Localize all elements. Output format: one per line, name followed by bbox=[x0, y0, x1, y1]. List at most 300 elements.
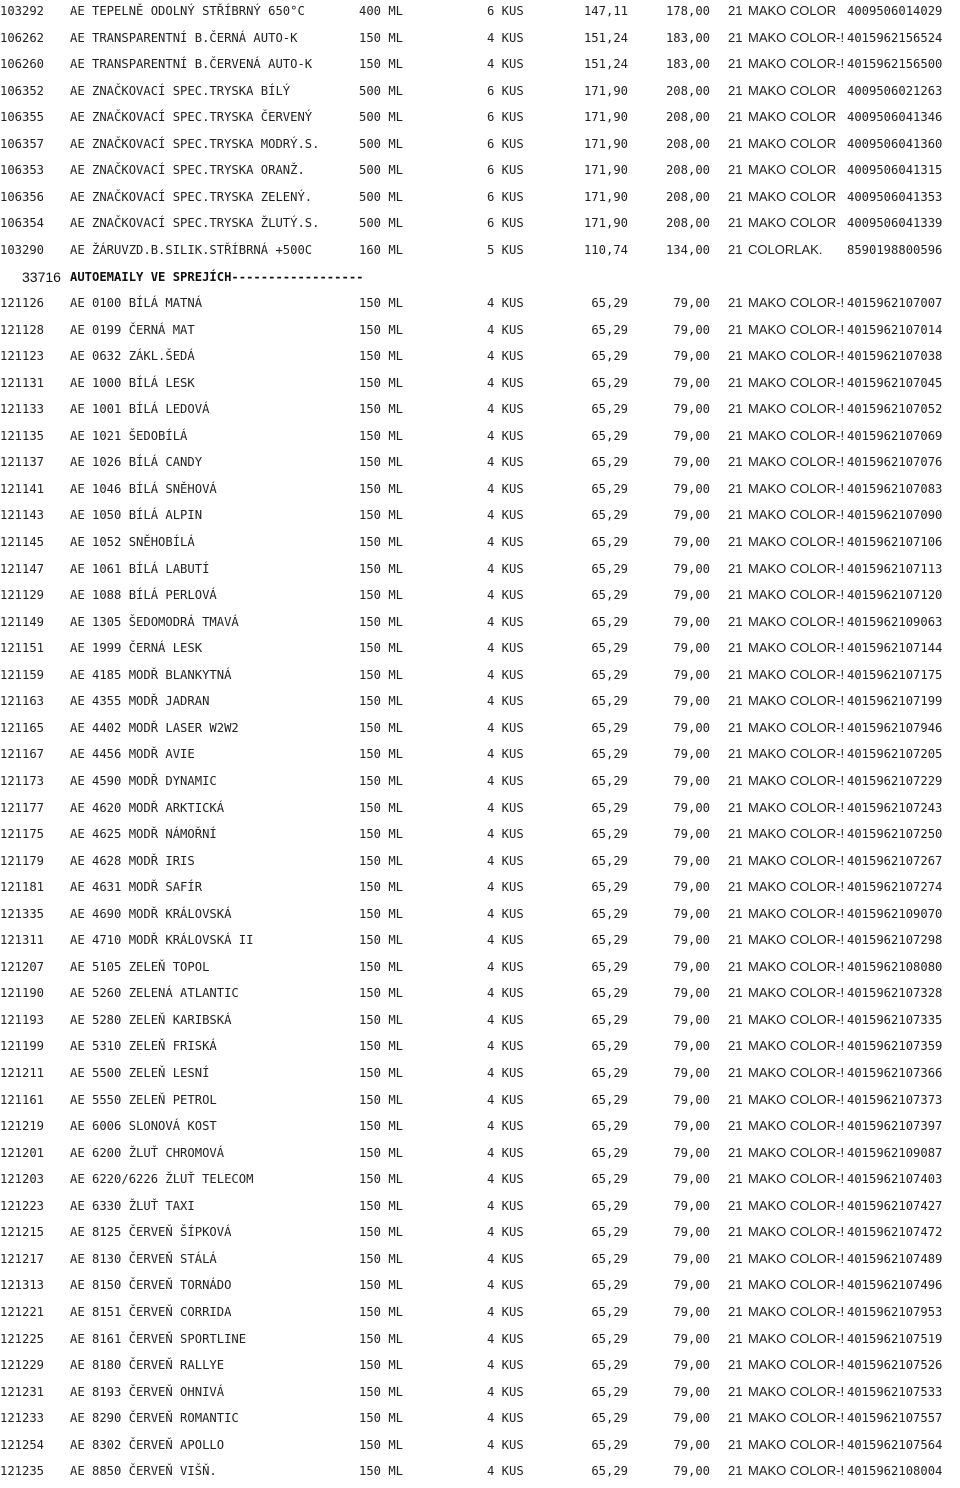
vat-rate: 21 bbox=[728, 295, 743, 311]
price-without-vat: 151,24 bbox=[583, 57, 628, 72]
product-volume: 150 ML bbox=[359, 880, 404, 895]
price-with-vat: 79,00 bbox=[673, 720, 710, 735]
package-quantity: 4 KUS bbox=[487, 827, 524, 842]
ean-code: 4015962107335 bbox=[847, 1012, 943, 1027]
vat-rate: 21 bbox=[728, 534, 743, 549]
product-code: 121211 bbox=[0, 1066, 45, 1080]
price-without-vat: 65,29 bbox=[591, 986, 628, 1001]
table-row bbox=[0, 744, 960, 771]
package-quantity: 6 KUS bbox=[487, 136, 524, 151]
price-without-vat: 65,29 bbox=[591, 508, 628, 523]
product-code: 106262 bbox=[0, 30, 45, 45]
price-without-vat: 171,90 bbox=[583, 136, 628, 151]
package-quantity: 4 KUS bbox=[487, 455, 524, 470]
package-quantity: 4 KUS bbox=[487, 773, 524, 788]
table-row bbox=[0, 824, 960, 851]
table-row bbox=[0, 293, 960, 320]
price-without-vat: 65,29 bbox=[591, 1172, 628, 1187]
brand-name: MAKO COLOR-! bbox=[748, 693, 845, 709]
brand-name: MAKO COLOR-! bbox=[748, 560, 845, 576]
vat-rate: 21 bbox=[728, 1436, 743, 1452]
brand-name: MAKO COLOR-! bbox=[748, 1118, 845, 1134]
table-row bbox=[0, 213, 960, 240]
price-without-vat: 65,29 bbox=[591, 402, 628, 417]
table-row bbox=[0, 1435, 960, 1462]
product-volume: 150 ML bbox=[359, 30, 404, 45]
price-without-vat: 65,29 bbox=[591, 375, 628, 390]
product-name: AE ZNAČKOVACÍ SPEC.TRYSKA ORANŽ. bbox=[70, 163, 305, 178]
product-name: AE 5260 ZELENÁ ATLANTIC bbox=[70, 986, 239, 1001]
package-quantity: 4 KUS bbox=[487, 296, 524, 311]
price-without-vat: 65,29 bbox=[591, 1066, 628, 1080]
product-volume: 150 ML bbox=[359, 1012, 404, 1027]
ean-code: 4009506041315 bbox=[847, 163, 943, 178]
table-row bbox=[0, 1222, 960, 1249]
table-row bbox=[0, 107, 960, 134]
product-volume: 150 ML bbox=[359, 614, 404, 629]
product-name: AE 8850 ČERVEŇ VIŠŇ. bbox=[70, 1464, 217, 1479]
product-volume: 150 ML bbox=[359, 428, 404, 443]
brand-name: MAKO COLOR-! bbox=[748, 799, 845, 815]
ean-code: 4015962107328 bbox=[847, 986, 943, 1001]
price-without-vat: 65,29 bbox=[591, 1331, 628, 1346]
price-with-vat: 79,00 bbox=[673, 906, 710, 921]
brand-name: MAKO COLOR-! bbox=[748, 1011, 845, 1027]
product-code: 121128 bbox=[0, 322, 45, 337]
package-quantity: 4 KUS bbox=[487, 880, 524, 895]
ean-code: 4015962156524 bbox=[847, 30, 943, 45]
vat-rate: 21 bbox=[728, 1224, 743, 1240]
product-name: AE TRANSPARENTNÍ B.ČERNÁ AUTO-K bbox=[70, 30, 298, 45]
product-code: 121190 bbox=[0, 986, 45, 1001]
product-volume: 150 ML bbox=[359, 1145, 404, 1160]
product-name: AE 1000 BÍLÁ LESK bbox=[70, 375, 195, 390]
table-row bbox=[0, 1461, 960, 1488]
product-name: AE 5310 ZELEŇ FRISKÁ bbox=[70, 1039, 217, 1054]
price-with-vat: 79,00 bbox=[673, 1066, 710, 1080]
ean-code: 4015962107243 bbox=[847, 800, 943, 815]
product-name: AE 5280 ZELEŇ KARIBSKÁ bbox=[70, 1012, 232, 1027]
table-row bbox=[0, 930, 960, 957]
table-row bbox=[0, 1408, 960, 1435]
vat-rate: 21 bbox=[728, 1171, 743, 1187]
product-volume: 150 ML bbox=[359, 720, 404, 735]
package-quantity: 4 KUS bbox=[487, 1358, 524, 1373]
price-without-vat: 110,74 bbox=[583, 242, 628, 257]
table-row bbox=[0, 1116, 960, 1143]
price-without-vat: 65,29 bbox=[591, 667, 628, 682]
product-volume: 150 ML bbox=[359, 1198, 404, 1213]
section-title: AUTOEMAILY VE SPREJÍCH------------------ bbox=[70, 269, 364, 284]
table-row bbox=[0, 1355, 960, 1382]
product-code: 121219 bbox=[0, 1119, 45, 1134]
price-without-vat: 65,29 bbox=[591, 1092, 628, 1107]
product-volume: 150 ML bbox=[359, 906, 404, 921]
ean-code: 4015962108004 bbox=[847, 1464, 943, 1479]
brand-name: MAKO COLOR-! bbox=[748, 958, 845, 974]
price-with-vat: 208,00 bbox=[665, 136, 710, 151]
package-quantity: 4 KUS bbox=[487, 1092, 524, 1107]
ean-code: 4015962107427 bbox=[847, 1198, 943, 1213]
table-row bbox=[0, 346, 960, 373]
table-row bbox=[0, 28, 960, 55]
price-with-vat: 79,00 bbox=[673, 1119, 710, 1134]
vat-rate: 21 bbox=[728, 3, 743, 18]
brand-name: MAKO COLOR-! bbox=[748, 1463, 845, 1479]
product-code: 106355 bbox=[0, 110, 45, 125]
price-without-vat: 65,29 bbox=[591, 1225, 628, 1240]
ean-code: 4015962107199 bbox=[847, 694, 943, 709]
product-volume: 150 ML bbox=[359, 1384, 404, 1399]
price-with-vat: 79,00 bbox=[673, 800, 710, 815]
package-quantity: 4 KUS bbox=[487, 561, 524, 576]
product-volume: 150 ML bbox=[359, 481, 404, 496]
ean-code: 4009506041339 bbox=[847, 216, 943, 231]
table-row bbox=[0, 771, 960, 798]
price-without-vat: 65,29 bbox=[591, 906, 628, 921]
price-without-vat: 65,29 bbox=[591, 296, 628, 311]
package-quantity: 4 KUS bbox=[487, 535, 524, 549]
price-with-vat: 79,00 bbox=[673, 986, 710, 1001]
product-volume: 150 ML bbox=[359, 57, 404, 72]
package-quantity: 4 KUS bbox=[487, 1304, 524, 1319]
price-with-vat: 79,00 bbox=[673, 561, 710, 576]
price-without-vat: 65,29 bbox=[591, 1198, 628, 1213]
package-quantity: 4 KUS bbox=[487, 1172, 524, 1187]
package-quantity: 6 KUS bbox=[487, 189, 524, 204]
product-volume: 500 ML bbox=[359, 189, 404, 204]
ean-code: 4015962107007 bbox=[847, 296, 943, 311]
product-volume: 150 ML bbox=[359, 1304, 404, 1319]
ean-code: 4009506021263 bbox=[847, 83, 943, 98]
ean-code: 4015962109070 bbox=[847, 906, 943, 921]
price-with-vat: 79,00 bbox=[673, 959, 710, 974]
package-quantity: 4 KUS bbox=[487, 641, 524, 656]
price-without-vat: 65,29 bbox=[591, 561, 628, 576]
ean-code: 4015962107298 bbox=[847, 933, 943, 948]
vat-rate: 21 bbox=[728, 82, 743, 98]
product-name: AE 6200 ŽLUŤ CHROMOVÁ bbox=[70, 1145, 225, 1160]
product-volume: 150 ML bbox=[359, 402, 404, 417]
brand-name: MAKO COLOR-! bbox=[748, 985, 845, 1001]
product-code: 121149 bbox=[0, 614, 45, 629]
product-name: AE ZNAČKOVACÍ SPEC.TRYSKA ČERVENÝ bbox=[70, 110, 313, 125]
product-code: 121177 bbox=[0, 800, 45, 815]
ean-code: 4015962107274 bbox=[847, 880, 943, 895]
product-code: 121335 bbox=[0, 906, 45, 921]
price-without-vat: 151,24 bbox=[583, 30, 628, 45]
vat-rate: 21 bbox=[728, 746, 743, 762]
product-volume: 150 ML bbox=[359, 933, 404, 948]
vat-rate: 21 bbox=[728, 932, 743, 948]
package-quantity: 4 KUS bbox=[487, 1145, 524, 1160]
price-with-vat: 183,00 bbox=[665, 57, 710, 72]
price-with-vat: 79,00 bbox=[673, 1464, 710, 1479]
product-code: 106354 bbox=[0, 216, 45, 231]
product-code: 121141 bbox=[0, 481, 45, 496]
price-with-vat: 79,00 bbox=[673, 1251, 710, 1266]
table-row bbox=[0, 1382, 960, 1409]
product-name: AE 8130 ČERVEŇ STÁLÁ bbox=[70, 1251, 217, 1266]
vat-rate: 21 bbox=[728, 666, 743, 682]
price-without-vat: 65,29 bbox=[591, 1145, 628, 1160]
product-volume: 150 ML bbox=[359, 959, 404, 974]
brand-name: MAKO COLOR-! bbox=[748, 480, 845, 496]
product-name: AE 1001 BÍLÁ LEDOVÁ bbox=[70, 402, 210, 417]
vat-rate: 21 bbox=[728, 799, 743, 815]
brand-name: MAKO COLOR bbox=[748, 162, 837, 178]
product-name: AE 5105 ZELEŇ TOPOL bbox=[70, 959, 210, 974]
product-volume: 160 ML bbox=[359, 242, 404, 257]
table-row bbox=[0, 240, 960, 267]
vat-rate: 21 bbox=[728, 958, 743, 974]
product-code: 106356 bbox=[0, 189, 45, 204]
ean-code: 4015962107205 bbox=[847, 747, 943, 762]
package-quantity: 4 KUS bbox=[487, 1039, 524, 1054]
product-name: AE 8290 ČERVEŇ ROMANTIC bbox=[70, 1411, 239, 1426]
product-code: 121123 bbox=[0, 349, 45, 364]
vat-rate: 21 bbox=[728, 1410, 743, 1426]
package-quantity: 4 KUS bbox=[487, 1225, 524, 1240]
product-volume: 150 ML bbox=[359, 694, 404, 709]
product-code: 121201 bbox=[0, 1145, 45, 1160]
brand-name: MAKO COLOR-! bbox=[748, 746, 845, 762]
price-with-vat: 79,00 bbox=[673, 1225, 710, 1240]
brand-name: MAKO COLOR-! bbox=[748, 879, 845, 895]
price-without-vat: 65,29 bbox=[591, 880, 628, 895]
product-name: AE 1061 BÍLÁ LABUTÍ bbox=[70, 561, 210, 576]
table-row bbox=[0, 718, 960, 745]
table-row bbox=[0, 81, 960, 108]
table-row bbox=[0, 904, 960, 931]
brand-name: MAKO COLOR-! bbox=[748, 1171, 845, 1187]
ean-code: 4015962107045 bbox=[847, 375, 943, 390]
package-quantity: 4 KUS bbox=[487, 747, 524, 762]
price-with-vat: 79,00 bbox=[673, 694, 710, 709]
package-quantity: 6 KUS bbox=[487, 110, 524, 125]
price-with-vat: 79,00 bbox=[673, 1304, 710, 1319]
product-volume: 500 ML bbox=[359, 216, 404, 231]
product-name: AE TEPELNĚ ODOLNÝ STŘÍBRNÝ 650°C bbox=[70, 4, 305, 18]
table-row bbox=[0, 187, 960, 214]
price-without-vat: 65,29 bbox=[591, 959, 628, 974]
product-code: 121167 bbox=[0, 747, 45, 762]
table-row bbox=[0, 1249, 960, 1276]
price-with-vat: 79,00 bbox=[673, 1411, 710, 1426]
product-name: AE 8161 ČERVEŇ SPORTLINE bbox=[70, 1331, 247, 1346]
brand-name: MAKO COLOR bbox=[748, 188, 837, 204]
brand-name: MAKO COLOR-! bbox=[748, 1383, 845, 1399]
table-row bbox=[0, 320, 960, 347]
table-row bbox=[0, 1329, 960, 1356]
package-quantity: 5 KUS bbox=[487, 242, 524, 257]
price-with-vat: 208,00 bbox=[665, 110, 710, 125]
ean-code: 4015962156500 bbox=[847, 57, 943, 72]
brand-name: MAKO COLOR-! bbox=[748, 1065, 845, 1080]
price-with-vat: 79,00 bbox=[673, 667, 710, 682]
ean-code: 4015962107113 bbox=[847, 561, 943, 576]
ean-code: 8590198800596 bbox=[847, 242, 943, 257]
package-quantity: 4 KUS bbox=[487, 933, 524, 948]
table-row bbox=[0, 983, 960, 1010]
ean-code: 4015962107267 bbox=[847, 853, 943, 868]
price-without-vat: 171,90 bbox=[583, 216, 628, 231]
product-volume: 150 ML bbox=[359, 641, 404, 656]
table-row bbox=[0, 665, 960, 692]
ean-code: 4015962107090 bbox=[847, 508, 943, 523]
brand-name: MAKO COLOR bbox=[748, 135, 837, 151]
table-row bbox=[0, 399, 960, 426]
product-name: AE 4355 MODŘ JADRAN bbox=[70, 694, 210, 709]
package-quantity: 4 KUS bbox=[487, 1278, 524, 1293]
ean-code: 4015962107373 bbox=[847, 1092, 943, 1107]
product-name: AE 4620 MODŘ ARKTICKÁ bbox=[70, 800, 225, 815]
ean-code: 4015962107489 bbox=[847, 1251, 943, 1266]
product-name: AE 1021 ŠEDOBÍLÁ bbox=[70, 428, 188, 443]
package-quantity: 4 KUS bbox=[487, 1066, 524, 1080]
ean-code: 4015962107366 bbox=[847, 1066, 943, 1080]
ean-code: 4015962107144 bbox=[847, 641, 943, 656]
ean-code: 4015962107496 bbox=[847, 1278, 943, 1293]
price-without-vat: 65,29 bbox=[591, 481, 628, 496]
price-with-vat: 208,00 bbox=[665, 216, 710, 231]
product-code: 121223 bbox=[0, 1198, 45, 1213]
product-name: AE 8151 ČERVEŇ CORRIDA bbox=[70, 1304, 232, 1319]
price-without-vat: 65,29 bbox=[591, 933, 628, 948]
ean-code: 4009506041346 bbox=[847, 110, 943, 125]
table-row bbox=[0, 638, 960, 665]
vat-rate: 21 bbox=[728, 427, 743, 443]
table-row bbox=[0, 134, 960, 161]
ean-code: 4015962107953 bbox=[847, 1304, 943, 1319]
vat-rate: 21 bbox=[728, 772, 743, 788]
product-code: 121131 bbox=[0, 375, 45, 390]
brand-name: MAKO COLOR-! bbox=[748, 1038, 845, 1054]
vat-rate: 21 bbox=[728, 241, 743, 257]
table-row bbox=[0, 1, 960, 28]
product-volume: 150 ML bbox=[359, 375, 404, 390]
product-volume: 150 ML bbox=[359, 1092, 404, 1107]
product-code: 121181 bbox=[0, 880, 45, 895]
vat-rate: 21 bbox=[728, 454, 743, 470]
package-quantity: 4 KUS bbox=[487, 1251, 524, 1266]
vat-rate: 21 bbox=[728, 56, 743, 72]
package-quantity: 4 KUS bbox=[487, 30, 524, 45]
vat-rate: 21 bbox=[728, 1383, 743, 1399]
ean-code: 4015962107106 bbox=[847, 535, 943, 549]
product-volume: 150 ML bbox=[359, 1331, 404, 1346]
product-name: AE 1088 BÍLÁ PERLOVÁ bbox=[70, 588, 217, 603]
product-volume: 150 ML bbox=[359, 1225, 404, 1240]
brand-name: MAKO COLOR-! bbox=[748, 401, 845, 417]
section-header bbox=[0, 267, 960, 294]
brand-name: MAKO COLOR-! bbox=[748, 772, 845, 788]
product-volume: 150 ML bbox=[359, 667, 404, 682]
package-quantity: 4 KUS bbox=[487, 906, 524, 921]
ean-code: 4015962107069 bbox=[847, 428, 943, 443]
price-without-vat: 65,29 bbox=[591, 853, 628, 868]
price-without-vat: 65,29 bbox=[591, 428, 628, 443]
price-without-vat: 65,29 bbox=[591, 1119, 628, 1134]
product-code: 121207 bbox=[0, 959, 45, 974]
package-quantity: 4 KUS bbox=[487, 1119, 524, 1134]
ean-code: 4015962107403 bbox=[847, 1172, 943, 1187]
package-quantity: 4 KUS bbox=[487, 57, 524, 72]
ean-code: 4015962107038 bbox=[847, 349, 943, 364]
brand-name: MAKO COLOR-! bbox=[748, 719, 845, 735]
product-volume: 150 ML bbox=[359, 773, 404, 788]
package-quantity: 4 KUS bbox=[487, 959, 524, 974]
product-volume: 400 ML bbox=[359, 4, 404, 18]
vat-rate: 21 bbox=[728, 1357, 743, 1373]
product-name: AE 1026 BÍLÁ CANDY bbox=[70, 455, 203, 470]
product-code: 121203 bbox=[0, 1172, 45, 1187]
vat-rate: 21 bbox=[728, 348, 743, 364]
product-code: 106357 bbox=[0, 136, 45, 151]
price-without-vat: 65,29 bbox=[591, 1437, 628, 1452]
price-with-vat: 79,00 bbox=[673, 508, 710, 523]
package-quantity: 4 KUS bbox=[487, 1331, 524, 1346]
product-name: AE 1050 BÍLÁ ALPIN bbox=[70, 508, 203, 523]
product-name: AE 0632 ZÁKL.ŠEDÁ bbox=[70, 349, 195, 364]
price-without-vat: 65,29 bbox=[591, 455, 628, 470]
product-volume: 150 ML bbox=[359, 827, 404, 842]
product-code: 121151 bbox=[0, 641, 45, 656]
price-with-vat: 79,00 bbox=[673, 1039, 710, 1054]
price-without-vat: 65,29 bbox=[591, 1358, 628, 1373]
brand-name: MAKO COLOR-! bbox=[748, 534, 845, 549]
product-volume: 150 ML bbox=[359, 986, 404, 1001]
vat-rate: 21 bbox=[728, 321, 743, 337]
product-volume: 150 ML bbox=[359, 1066, 404, 1080]
product-code: 121126 bbox=[0, 296, 45, 311]
price-with-vat: 79,00 bbox=[673, 322, 710, 337]
table-row bbox=[0, 1302, 960, 1329]
brand-name: MAKO COLOR-! bbox=[748, 1224, 845, 1240]
product-volume: 150 ML bbox=[359, 1251, 404, 1266]
package-quantity: 4 KUS bbox=[487, 375, 524, 390]
brand-name: MAKO COLOR-! bbox=[748, 1303, 845, 1319]
table-row bbox=[0, 798, 960, 825]
product-name: AE 4456 MODŘ AVIE bbox=[70, 747, 195, 762]
table-row bbox=[0, 691, 960, 718]
vat-rate: 21 bbox=[728, 215, 743, 231]
product-code: 121143 bbox=[0, 508, 45, 523]
ean-code: 4015962107229 bbox=[847, 773, 943, 788]
vat-rate: 21 bbox=[728, 29, 743, 45]
brand-name: MAKO COLOR-! bbox=[748, 29, 845, 45]
price-without-vat: 65,29 bbox=[591, 827, 628, 842]
product-name: AE 8180 ČERVEŇ RALLYE bbox=[70, 1358, 225, 1373]
price-without-vat: 65,29 bbox=[591, 773, 628, 788]
vat-rate: 21 bbox=[728, 507, 743, 523]
vat-rate: 21 bbox=[728, 640, 743, 656]
ean-code: 4015962107359 bbox=[847, 1039, 943, 1054]
price-with-vat: 79,00 bbox=[673, 1278, 710, 1293]
price-without-vat: 65,29 bbox=[591, 694, 628, 709]
product-code: 121161 bbox=[0, 1092, 45, 1107]
price-without-vat: 65,29 bbox=[591, 614, 628, 629]
brand-name: MAKO COLOR-! bbox=[748, 56, 845, 72]
vat-rate: 21 bbox=[728, 879, 743, 895]
product-code: 121147 bbox=[0, 561, 45, 576]
product-name: AE 8125 ČERVEŇ ŠÍPKOVÁ bbox=[70, 1225, 232, 1240]
brand-name: MAKO COLOR-! bbox=[748, 321, 845, 337]
price-with-vat: 79,00 bbox=[673, 880, 710, 895]
package-quantity: 4 KUS bbox=[487, 720, 524, 735]
package-quantity: 4 KUS bbox=[487, 1437, 524, 1452]
product-volume: 150 ML bbox=[359, 1172, 404, 1187]
